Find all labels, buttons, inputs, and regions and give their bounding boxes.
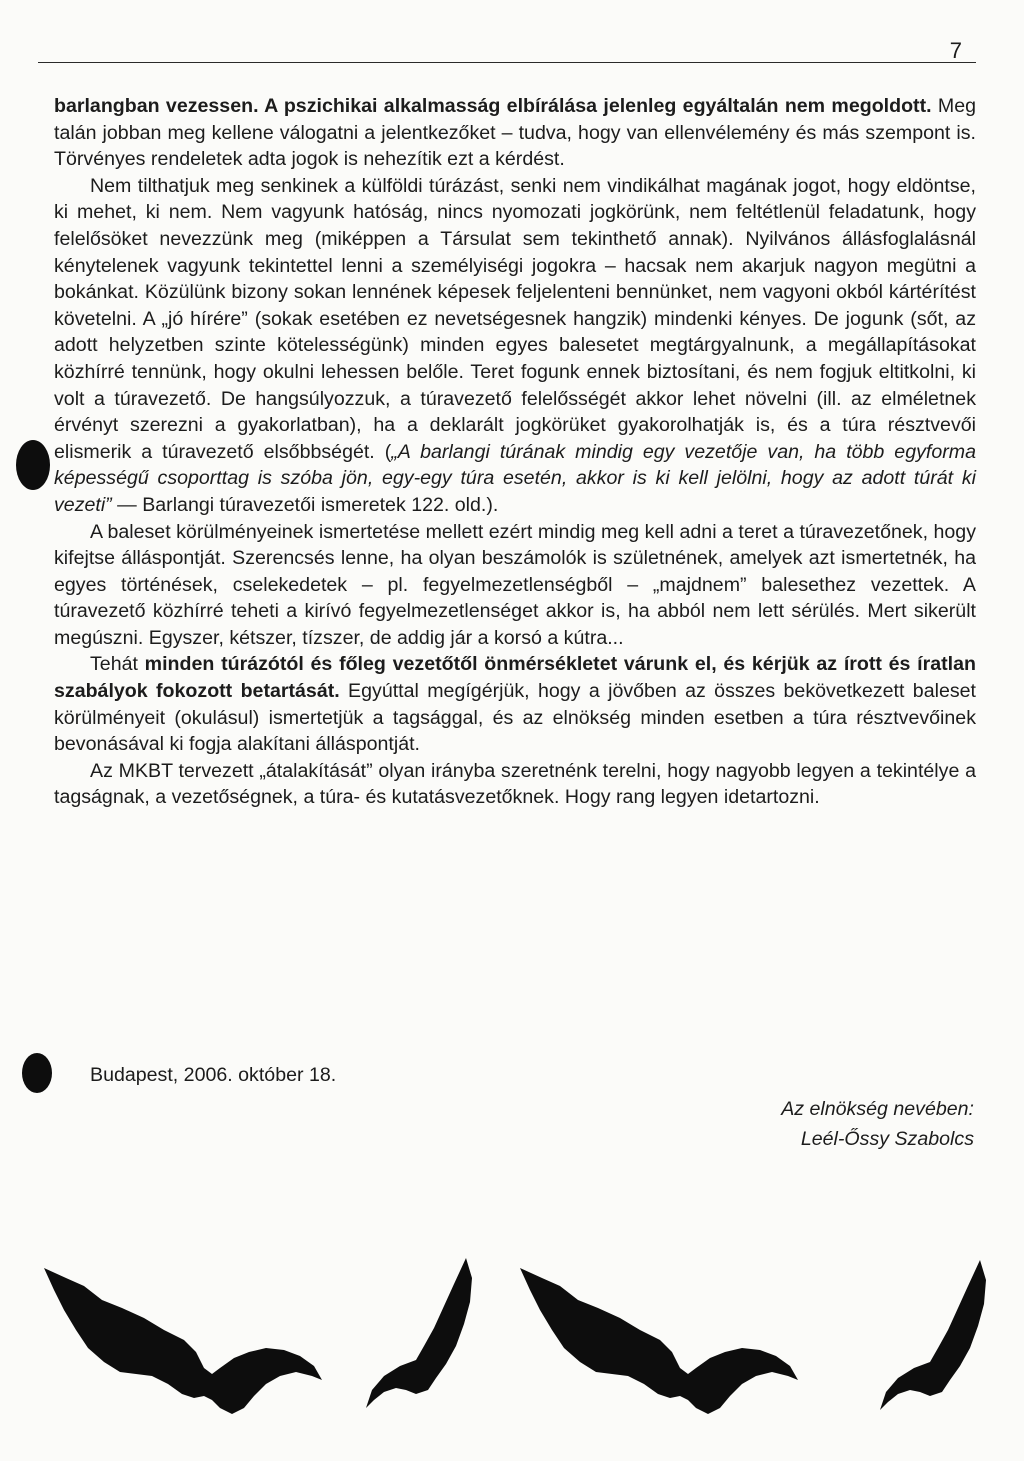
place-date: Budapest, 2006. október 18. — [90, 1064, 337, 1086]
paragraph — [54, 173, 976, 519]
bold-text: barlangban vezessen. A pszichikai alkalmasság elbírálása jelenleg egyáltalán nem megoldott. — [54, 95, 932, 117]
signature-on-behalf: Az elnökség nevében: — [781, 1098, 974, 1120]
text-run: Nem tilthatjuk meg senkinek a külföldi túrázást, senki nem vindikálhat magának jogot, hogy eldöntse, ki mehet, ki nem. Nem vagyunk hatóság, nincs nyomozati jogkörünk, nem feltétlenül feladatunk, hogy felelősöket nevezzünk meg (miképpen a Társulat sem tekinthető annak). Nyilvános állásfoglalásnál kénytelenek vagyunk tekintettel lenni a személyiségi jogokra – hacsak nem akarjuk nagyon megütni a bokánkat. Közülünk bizony sokan lennének képesek feljelenteni bennünket, nem vagyoni okból kártérítést követelni. A „jó hírére” (sokak esetében ez nevetségesnek hangzik) mindenki kényes. De jogunk (sőt, az adott helyzetben szinte kötelességünk) minden egyes balesetet megtárgyalnunk, a megállapításokat közhírré tennünk, hogy okulni lehessen belőle. Teret fogunk ennek biztosítani, és nem fogjuk eltitkolni, ki volt a túravezető. De hangsúlyozzuk, a túravezető felelősségét akkor lehet növelni (ill. az elméletnek érvényt szerezni a gyakorlatban), ha a deklarált jogkörüket gyakorolhatják is, és a túra résztvevői elismerik a túravezető elsőbbségét. ( — [54, 174, 976, 463]
bat-icon — [520, 1268, 798, 1414]
bat-icon — [44, 1268, 322, 1414]
paragraph — [54, 519, 976, 652]
paragraph — [54, 758, 976, 811]
text-run: Meg talán jobban meg kellene válogatni a jelentkezőket – tudva, hogy van ellenvélemény és más szempont is. Törvényes rendeletek adta jogok is nehezítik ezt a kérdést. — [54, 95, 976, 171]
italic-quote: „A barlangi túrának mindig egy vezetője van, ha több egyforma képességű csoporttag is szóba jön, egy-egy túra esetén, akkor is ki kell jelölni, hogy az adott túrát ki vezeti” — [54, 440, 976, 516]
signature-block — [781, 1094, 974, 1154]
text-run: Egyúttal megígérjük, hogy a jövőben az összes bekövetkezett baleset körülményeit (okulásul) ismertetjük a tagsággal, és az elnökség minden esetben a túra résztvevőinek bevonásával ki fogja alakítani álláspontját. — [54, 680, 976, 756]
paragraph — [54, 651, 976, 757]
text-run: — Barlangi túravezetői ismeretek 122. old.). — [111, 493, 499, 516]
article-body — [54, 93, 976, 811]
text-run: Tehát — [90, 653, 145, 676]
punch-hole-icon — [16, 440, 50, 490]
text-run: A baleset körülményeinek ismertetése mellett ezért mindig meg kell adni a teret a túravezetőnek, hogy kifejtse álláspontját. Szerencsés lenne, ha olyan beszámolók is születnének, amelyek azt ismertetnék, ha egyes történések, cselekedetek – pl. fegyelmezetlenségből – „majdnem” balesethez vezettek. A túravezető közhírré teheti a kirívó fegyelmezetlenséget akkor is, ha abból nem lett sérülés. Mert sikerült megúszni. Egyszer, kétszer, tízszer, de addig jár a korsó a kútra... — [54, 520, 976, 649]
text-run: Az MKBT tervezett „átalakítását” olyan irányba szeretnénk terelni, hogy nagyobb legyen a tekintélye a tagságnak, a vezetőségnek, a túra- és kutatásvezetőknek. Hogy rang legyen idetartozni. — [54, 759, 976, 809]
page-number: 7 — [949, 38, 962, 63]
paragraph — [54, 93, 976, 173]
signature-name: Leél-Őssy Szabolcs — [800, 1128, 974, 1150]
punch-hole-icon — [22, 1053, 52, 1093]
bat-icon — [366, 1258, 472, 1408]
header-rule — [38, 62, 976, 63]
bold-text: minden túrázótól és főleg vezetőtől önmérsékletet várunk el, és kérjük az írott és íratlan szabályok fokozott betartását. — [54, 653, 976, 703]
bat-icon — [880, 1260, 986, 1410]
bat-decoration-row — [0, 1240, 1024, 1420]
